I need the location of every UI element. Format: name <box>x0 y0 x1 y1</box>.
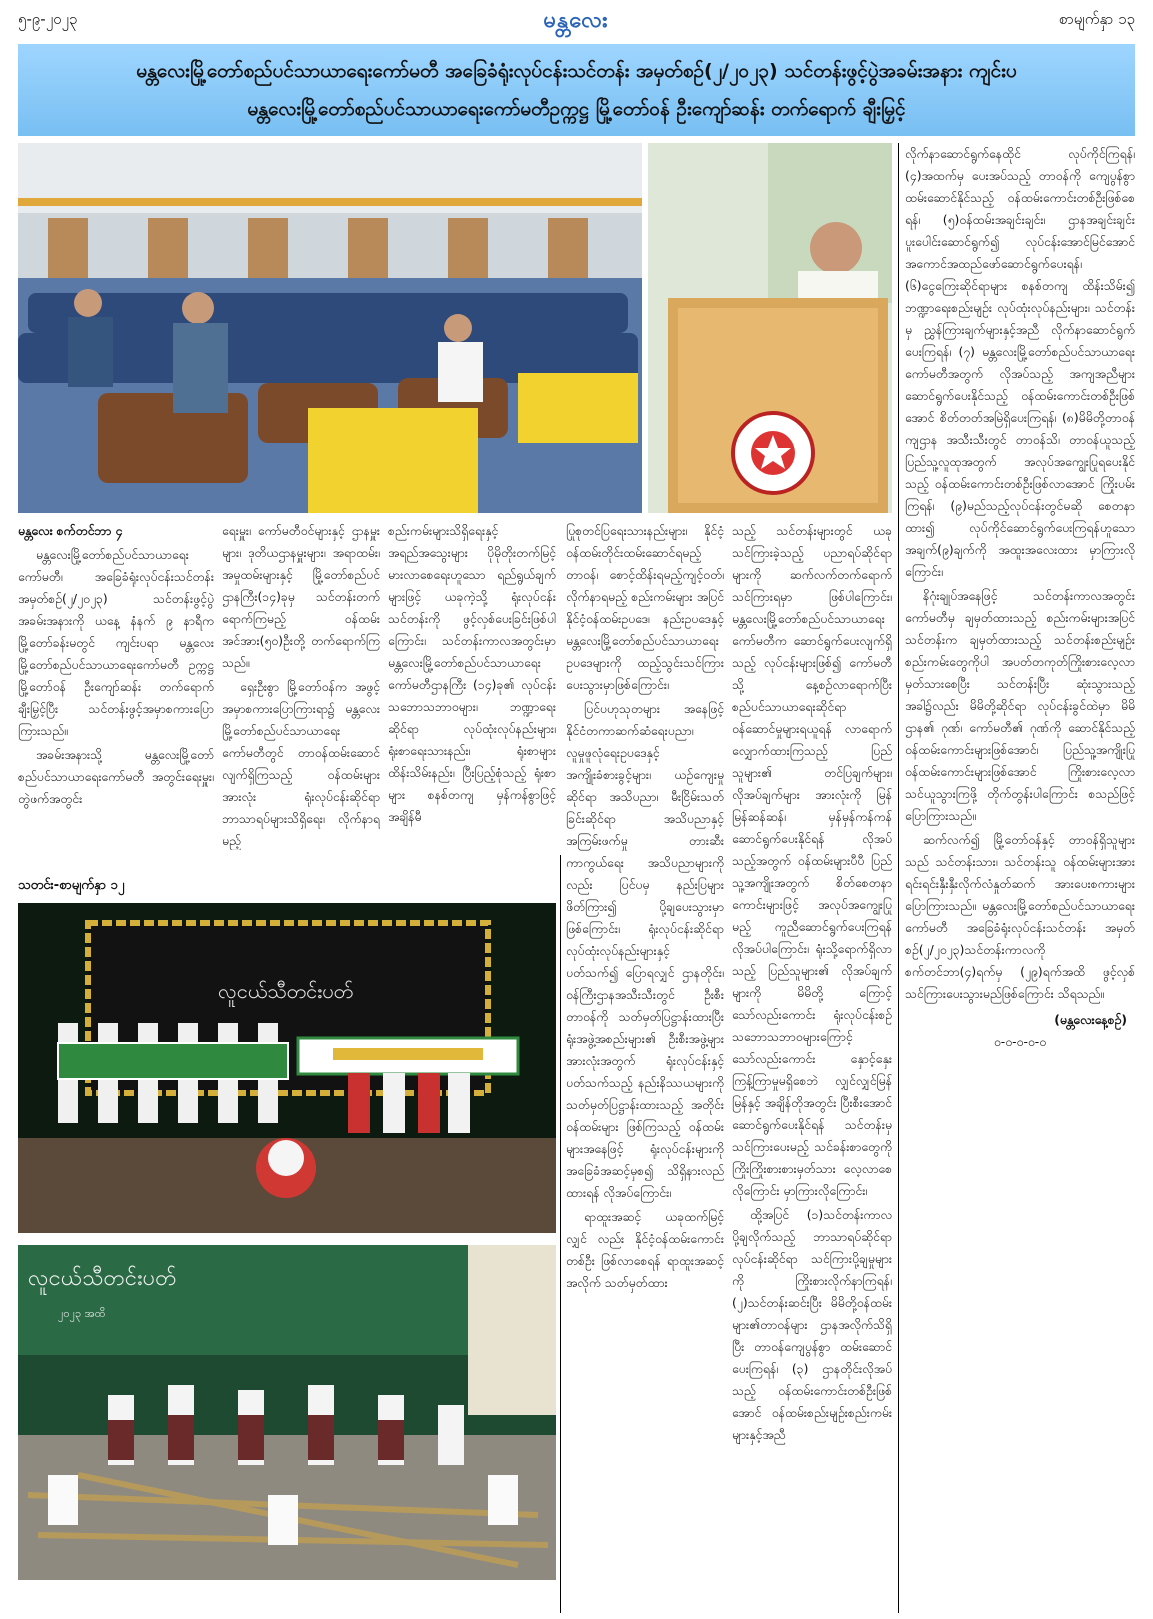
article-paragraph: ပြင်ပဟုသုတများ အနေဖြင့် နိုင်ငံတကာဆက်ဆံရေးပညာ၊ လူမှုဖူလုံရေးဥပဒေနှင့် အကျိုးခံစားခွင့်များ၊ ယဉ်ကျေးမှုဆိုင်ရာ အသိပညာ၊ မီးငြိမ်းသတ်ခြင်းဆိုင်ရာ အသိပညာနှင့် အကြမ်းဖက်မှု တားဆီးကာကွယ်ရေး အသိပညာများကို လည်း ပြင်ပမှ နည်းပြများဖိတ်ကြား၍ ပို့ချပေးသွားမှာဖြစ်ကြောင်း၊ ရုံးလုပ်ငန်းဆိုင်ရာ လုပ်ထုံးလုပ်နည်းများနှင့် ပတ်သက်၍ ပြောရလျှင် ဌာနတိုင်း၊ ဝန်ကြီးဌာနအသီးသီးတွင် ဦးစီးတာဝန်ကို သတ်မှတ်ပြဋ္ဌာန်းထားပြီး ရုံးအဖွဲ့အစည်းများ၏ ဦးစီးအဖွဲ့များအားလုံးအတွက် ရုံးလုပ်ငန်းနှင့် ပတ်သက်သည့် နည်းနိဿယများကို သတ်မှတ်ပြဋ္ဌာန်းထားသည့် အတိုင်း ဝန်ထမ်းများ ဖြစ်ကြသည့် ဝန်ထမ်းများအနေဖြင့် ရုံးလုပ်ငန်းများကို အခြေခံအဆင့်မှစ၍ သိရှိနားလည်ထားရန် လိုအပ်ကြောင်း၊ <box>566 702 724 1200</box>
article-column-1 <box>18 520 214 850</box>
article-paragraph: သည့် သင်တန်းများတွင် ယခုသင်ကြားခဲ့သည့် ပညာရပ်ဆိုင်ရာများကို ဆက်လက်တက်ရောက်သင်ကြားရမှာ ဖြစ်ပါကြောင်း၊ မန္တလေးမြို့တော်စည်ပင်သာယာရေးကော်မတီက ဆောင်ရွက်ပေးလျက်ရှိသည့် လုပ်ငန်းများဖြစ်၍ ကော်မတီသို့ နေ့စဉ်လာရောက်ပြီး စည်ပင်သာယာရေးဆိုင်ရာ ဝန်ဆောင်မှုများရယူရန် လာရောက်လျှောက်ထားကြသည့် ပြည်သူများ၏ တင်ပြချက်များ၊ လိုအပ်ချက်များ အားလုံးကို မြန်မြန်ဆန်ဆန်၊ မှန်မှန်ကန်ကန် ဆောင်ရွက်ပေးနိုင်ရန် လိုအပ်သည့်အတွက် ဝန်ထမ်းများပီပီ ပြည်သူ့အကျိုးအတွက် စိတ်စေတနာကောင်းများဖြင့် အလုပ်အကျွေးပြုမည့် ကူညီဆောင်ရွက်ပေးကြရန် လိုအပ်ပါကြောင်း၊ ရုံးသို့ရောက်ရှိလာသည့် ပြည်သူများ၏ လိုအပ်ချက်များကို မိမိတို့ ကြောင့်သော်လည်းကောင်း ရုံးလုပ်ငန်းစဉ် သဘောသဘာဝများကြောင့်သော်လည်းကောင်း နှောင့်နှေးကြန့်ကြာမှုမရှိစေဘဲ လျှင်လျှင်မြန်မြန်နှင့် အချိန်တိုအတွင်း ပြီးစီးအောင်ဆောင်ရွက်ပေးနိုင်ရန် သင်တန်းမှ သင်ကြားပေးမည့် သင်ခန်းစာတွေကို ကြိုးကြိုးစားစားမှတ်သား လေ့လာစေလိုကြောင်း မှာကြားလိုကြောင်း၊ <box>732 524 892 1198</box>
article-paragraph: ထို့အပြင် (၁)သင်တန်းကာလပို့ချလိုက်သည့် ဘာသာရပ်ဆိုင်ရာ လုပ်ငန်းဆိုင်ရာ သင်ကြားပို့ချမှုများကို ကြိုးစားလိုက်နာကြရန်၊ (၂)သင်တန်းဆင်းပြီး မိမိတို့ဝန်ထမ်းများ၏တာဝန်များ ဌာနအလိုက်သိရှိပြီး တာဝန်ကျေပွန်စွာ ထမ်းဆောင်ပေးကြရန်၊ (၃) ဌာနတိုင်းလိုအပ်သည့် ဝန်ထမ်းကောင်းတစ်ဦးဖြစ်အောင် ဝန်ထမ်းစည်းမျဉ်းစည်းကမ်းများနှင့်အညီ <box>732 1208 892 1442</box>
article-paragraph: ဆက်လက်၍ မြို့တော်ဝန်နှင့် တာဝန်ရှိသူများသည် သင်တန်းသား၊ သင်တန်းသူ ဝန်ထမ်းများအား ရင်းရင်းနှီးနှီးလိုက်လံနှုတ်ဆက် အားပေးစကားများ ပြောကြားသည်။ မန္တလေးမြို့တော်စည်ပင်သာယာရေးကော်မတီ အခြေခံရုံးလုပ်ငန်းသင်တန်း အမှတ်စဉ်(၂/၂၀၂၃)သင်တန်းကာလကို စက်တင်ဘာ(၄)ရက်မှ (၂၉)ရက်အထိ ဖွင့်လှစ်သင်ကြားပေးသွားမည်ဖြစ်ကြောင်း သိရသည်။ <box>905 833 1135 1001</box>
article-paragraph: နိဂုံးချုပ်အနေဖြင့် သင်တန်းကာလအတွင်း ကော်မတီမှ ချမှတ်ထားသည့် စည်းကမ်းများအပြင် သင်တန်းက ချမှတ်ထားသည့် သင်တန်းစည်းမျဉ်းစည်းကမ်းတွေကိုပါ အပတ်တကုတ်ကြိုးစားလေ့လာမှတ်သားစေပြီး သင်တန်းပြီး ဆုံးသွားသည့်အခါ၌လည်း မိမိတို့ဆိုင်ရာ လုပ်ငန်းခွင်ထဲမှာ မိမိဌာန၏ ဂုဏ်၊ ကော်မတီ၏ ဂုဏ်ကို ဆောင်နိုင်သည့် ဝန်ထမ်းကောင်းများဖြစ်အောင်၊ ပြည်သူ့အကျိုးပြု ဝန်ထမ်းကောင်းများဖြစ်အောင် ကြိုးစားလေ့လာသင်ယူသွားကြဖို့ တိုက်တွန်းပါကြောင်း စသည်ဖြင့် ပြောကြားသည်။ <box>905 589 1135 823</box>
event-sign: လူငယ်သီတင်းပတ် <box>28 1266 177 1291</box>
audience-photo <box>18 143 642 513</box>
page-header <box>0 0 1153 40</box>
article-paragraph: ပြုစုတင်ပြရေးသားနည်းများ၊ နိုင်ငံ့ဝန်ထမ်းတိုင်းထမ်းဆောင်ရမည့် တာဝန်၊ စောင့်ထိန်းရမည့်ကျင့်ဝတ်၊ လိုက်နာရမည့် စည်းကမ်းများ အပြင် နိုင်ငံ့ဝန်ထမ်းဥပဒေ၊ နည်းဥပဒေနှင့် မန္တလေးမြို့တော်စည်ပင်သာယာရေးဥပဒေများကို ထည့်သွင်းသင်ကြားပေးသွားမှာဖြစ်ကြောင်း၊ <box>566 524 724 692</box>
article-paragraph: အခမ်းအနားသို့ မန္တလေးမြို့တော်စည်ပင်သာယာရေးကော်မတီ အတွင်းရေးမှူး၊ တွဲဖက်အတွင်း <box>18 748 214 806</box>
byline: (မန္တလေးနေ့စဉ်) <box>1054 1013 1127 1027</box>
stage-performance-photo <box>18 903 556 1233</box>
article-paragraph: ရှေးဦးစွာ မြို့တော်ဝန်က အဖွင့် အမှာစကားပြောကြားရာ၌ မန္တလေးမြို့တော်စည်ပင်သာယာရေး ကော်မတီတွင် တာဝန်ထမ်းဆောင်လျက်ရှိကြသည့် ဝန်ထမ်းများအားလုံး ရုံးလုပ်ငန်းဆိုင်ရာ ဘာသာရပ်များသိရှိရေး၊ လိုက်နာရမည့် <box>222 680 380 848</box>
bamboo-dance-photo <box>18 1245 556 1580</box>
headline-line-2: မန္တလေးမြို့တော်စည်ပင်သာယာရေးကော်မတီဥက္ကဋ္ဌ မြို့တော်ဝန် ဦးကျော်ဆန်း တက်ရောက် ချီးမြှင့် <box>247 98 906 120</box>
article-paragraph: လိုက်နာဆောင်ရွက်နေထိုင် လုပ်ကိုင်ကြရန်၊ (၄)အထက်မှ ပေးအပ်သည့် တာဝန်ကို ကျေပွန်စွာ ထမ်းဆောင်နိုင်သည့် ဝန်ထမ်းကောင်းတစ်ဦးဖြစ်စေရန်၊ (၅)ဝန်ထမ်းအချင်းချင်း၊ ဌာနအချင်းချင်း ပူးပေါင်းဆောင်ရွက်၍ လုပ်ငန်းအောင်မြင်အောင် အကောင်အထည်ဖော်ဆောင်ရွက်ပေးရန်၊ (၆)ငွေကြေးဆိုင်ရာများ စနစ်တကျ ထိန်းသိမ်း၍ ဘဏ္ဍာရေးစည်းမျဉ်း လုပ်ထုံးလုပ်နည်းများ၊ သင်တန်းမှ ညွှန်ကြားချက်များနှင့်အညီ လိုက်နာဆောင်ရွက်ပေးကြရန်၊ (၇) မန္တလေးမြို့တော်စည်ပင်သာယာရေးကော်မတီအတွက် လိုအပ်သည့် အကျအညီများ ဆောင်ရွက်ပေးနိုင်သည့် ဝန်ထမ်းကောင်းတစ်ဦးဖြစ်အောင် စိတ်တတ်အမြဲရှိပေးကြရန်၊ (၈)မိမိတို့တာဝန်ကျဌာန အသီးသီးတွင် တာဝန်သိ၊ တာဝန်ယူသည့် ပြည်သူ့လူထုအတွက် အလုပ်အကျွေးပြုရပေးနိုင်သည့် ဝန်ထမ်းကောင်းတစ်ဦးဖြစ်လာအောင် ကြိုးပမ်းကြရန်၊ (၉)မည်သည့်လုပ်ငန်းတွင်မဆို စေတနာထား၍ လုပ်ကိုင်ဆောင်ရွက်ပေးကြရန်ဟူသော အချက်(၉)ချက်ကို အထူးအလေးထား မှာကြားလိုကြောင်း၊ <box>905 147 1135 579</box>
article-paragraph: ရေးမှူး၊ ကော်မတီဝင်များနှင့် ဌာနမှူးများ၊ ဒုတိယဌာနမှူးများ၊ အရာထမ်း၊ အမှုထမ်းများနှင့် မြို့တော်စည်ပင်ဌာနကြီး(၁၄)ခုမှ သင်တန်းတက်ရောက်ကြမည့် ဝန်ထမ်းအင်အား(၅၀)ဦးတို့ တက်ရောက်ကြသည်။ <box>222 524 380 670</box>
dateline <box>18 520 214 542</box>
masthead-logo: မန္တလေး <box>543 7 609 33</box>
column-rule <box>560 855 561 1613</box>
article-paragraph: မန္တလေးမြို့တော်စည်ပင်သာယာရေးကော်မတီ၊ အခြေခံရုံးလုပ်ငန်းသင်တန်း အမှတ်စဉ်(၂/၂၀၂၃) သင်တန်းဖွင့်ပွဲ အခမ်းအနားကို ယနေ့ နံနက် ၉ နာရီက မြို့တော်ခန်းမတွင် ကျင်းပရာ မန္တလေးမြို့တော်စည်ပင်သာယာရေးကော်မတီ ဥက္ကဋ္ဌ မြို့တော်ဝန် ဦးကျော်ဆန်း တက်ရောက် ချီးမြှင့်ပြီး သင်တန်းဖွင့်အမှာစကားပြောကြားသည်။ <box>18 548 214 738</box>
article-column-2 <box>222 520 380 850</box>
speaker-photo <box>648 143 892 513</box>
end-mark: ဝ-ဝ-ဝ-ဝ-ဝ <box>993 1035 1047 1049</box>
article-paragraph: ရာထူးအဆင့် ယခုထက်မြင့်လျှင် လည်း နိုင်ငံ့ဝန်ထမ်းကောင်းတစ်ဦး ဖြစ်လာစေရန် ရာထူးအဆင့်အလိုက် သတ်မှတ်ထား <box>566 1210 724 1290</box>
article-column-5 <box>732 520 892 1613</box>
headline-banner <box>18 44 1135 136</box>
headline-line-1: မန္တလေးမြို့တော်စည်ပင်သာယာရေးကော်မတီ အခြေခံရုံးလုပ်ငန်းသင်တန်း အမှတ်စဉ်(၂/၂၀၂၃) သင်တန်းဖွင့်ပွဲအခမ်းအနား ကျင်းပ <box>136 60 1017 82</box>
dateline-place: မန္တလေး <box>18 524 53 538</box>
page-number: စာမျက်နှာ ၁၃ <box>1059 10 1135 28</box>
article-paragraph: စည်းကမ်းများသိရှိရေးနှင့် အရည်အသွေးများ ပိုမိုတိုးတက်မြင့်မားလာစေရေးဟူသော ရည်ရွယ်ချက်များဖြင့် ယခုကဲ့သို့ ရုံးလုပ်ငန်းသင်တန်းကို ဖွင့်လှစ်ပေးခြင်းဖြစ်ပါကြောင်း၊ သင်တန်းကာလအတွင်းမှာ မန္တလေးမြို့တော်စည်ပင်သာယာရေးကော်မတီဌာနကြီး (၁၄)ခု၏ လုပ်ငန်းသဘောသဘာဝများ၊ ဘဏ္ဍာရေးဆိုင်ရာ လုပ်ထုံးလုပ်နည်းများ၊ ရုံးစာရေးသားနည်း၊ ရုံးစာများထိန်းသိမ်းနည်း၊ ပြီးပြည့်စုံသည့် ရုံးစာများ စနစ်တကျ မှန်ကန်စွာဖြင့် အချိန်မီ <box>388 524 556 824</box>
column-rule <box>898 143 899 1613</box>
article-column-6 <box>905 143 1135 1613</box>
event-sign-year: ၂၀၂၃ အထိ <box>58 1307 106 1320</box>
continuation-note: သတင်း-စာမျက်နှာ ၁၂ <box>18 878 125 893</box>
article-column-4 <box>566 520 724 1613</box>
issue-date: ၅-၉-၂၀၂၃ <box>18 10 78 28</box>
dateline-date: စက်တင်ဘာ ၄ <box>56 524 123 538</box>
article-column-3 <box>388 520 556 850</box>
stage-sign: လူငယ်သီတင်းပတ် <box>218 979 354 1003</box>
